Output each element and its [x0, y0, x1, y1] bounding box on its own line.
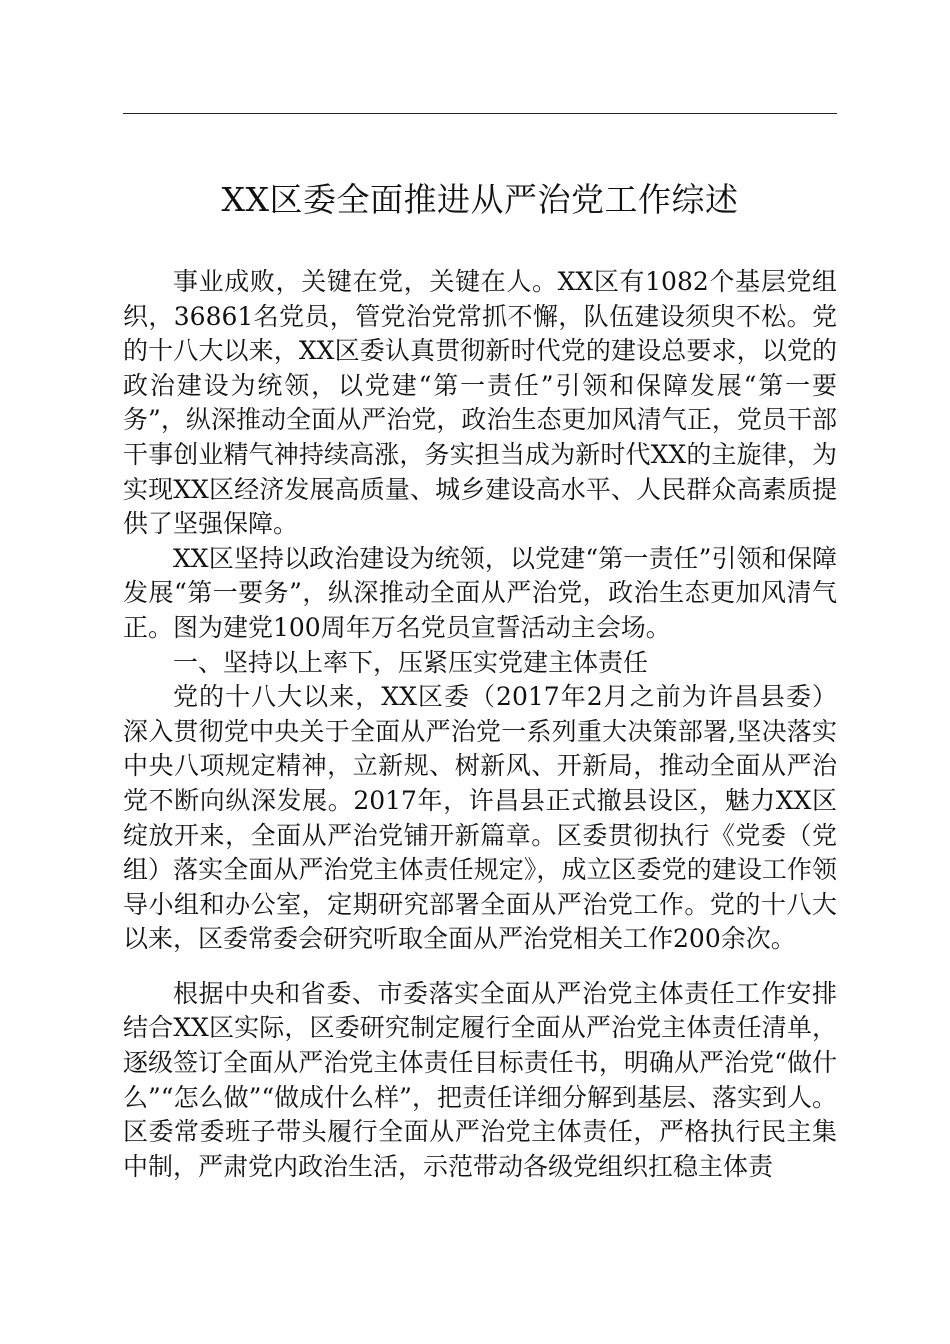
document-title: XX区委全面推进从严治党工作综述 [221, 180, 739, 219]
paragraph-section-1: 党的十八大以来，XX区委（2017年2月之前为许昌县委）深入贯彻党中央关于全面从严治党一系列重大决策部署,坚决落实中央八项规定精神，立新规、树新风、开新局，推动全面从严治党不断向纵深发展。2017年，许昌县正式撤县设区，魅力XX区绽放开来，全面从严治党铺开新篇章。区委贯彻执行《党委（党组）落实全面从严治党主体责任规定》，成立区委党的建设工作领导小组和办公室，定期研究部署全面从严治党工作。党的十八大以来，区委常委会研究听取全面从严治党相关工作200余次。 [123, 682, 837, 954]
paragraph-responsibility: 根据中央和省委、市委落实全面从严治党主体责任工作安排结合XX区实际，区委研究制定履行全面从严治党主体责任清单，逐级签订全面从严治党主体责任目标责任书，明确从严治党“做什么”“怎么做”“做成什么样”，把责任详细分解到基层、落实到人。区委常委班子带头履行全面从严治党主体责任，严格执行民主集中制，严肃党内政治生活，示范带动各级党组织扛稳主体责 [123, 978, 837, 1181]
paragraph-photo-caption: XX区坚持以政治建设为统领，以党建“第一责任”引领和保障发展“第一要务”，纵深推动全面从严治党，政治生态更加风清气正。图为建党100周年万名党员宣誓活动主会场。 [123, 543, 837, 642]
section-heading-1: 一、坚持以上率下，压紧压实党建主体责任 [173, 647, 649, 677]
header-rule [123, 113, 837, 114]
document-body [123, 265, 837, 1184]
paragraph-intro: 事业成败，关键在党，关键在人。XX区有1082个基层党组织，36861名党员，管党治党常抓不懈，队伍建设须臾不松。党的十八大以来，XX区委认真贯彻新时代党的建设总要求，以党的政治建设为统领，以党建“第一责任”引领和保障发展“第一要务”，纵深推动全面从严治党，政治生态更加风清气正，党员干部干事创业精气神持续高涨，务实担当成为新时代XX的主旋律，为实现XX区经济发展高质量、城乡建设高水平、人民群众高素质提供了坚强保障。 [123, 267, 837, 539]
